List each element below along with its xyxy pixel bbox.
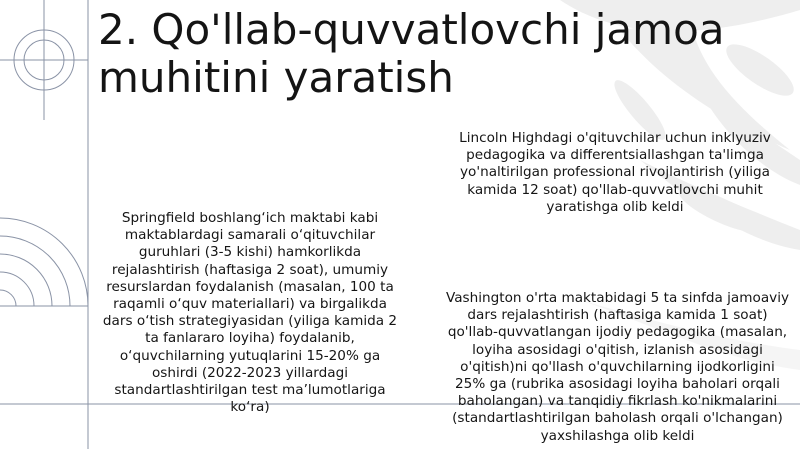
- slide-title: 2. Qo'llab-quvvatlovchi jamoa muhitini yaratish: [98, 5, 725, 102]
- left-text-block: Springfield boshlang‘ich maktabi kabi maktablardagi samarali o‘qituvchilar guruhlari (3-5 kishi) hamkorlikda rejalashtirish (haftasiga 2 soat), umumiy resurslardan foydalanish (masalan, 100 ta raqamli o‘quv materiallari) va birgalikda dars o‘tish strategiyasidan (yiliga kamida 2 ta fanlararo loyiha) foydalanib, o‘quvchilarning yutuqlarini 15-20% ga oshirdi (2022-2023 yillardagi standartlashtirilgan test ma’lumotlariga ko‘ra): [102, 210, 398, 416]
- right-bottom-text-block: Vashington o'rta maktabidagi 5 ta sinfda jamoaviy dars rejalashtirish (haftasiga kamida 1 soat) qo'llab-quvvatlangan ijodiy pedagogika (masalan, loyiha asosidagi o'qitish, izlanish asosidagi o'qitish)ni qo'llash o'quvchilarning ijodkorligini 25% ga (rubrika asosidagi loyiha baholari orqali baholangan) va tanqidiy fikrlash ko'nikmalarini (standartlashtirilgan baholash orqali o'lchangan) yaxshilashga olib keldi: [445, 290, 790, 444]
- right-top-text-block: Lincoln Highdagi o'qituvchilar uchun inklyuziv pedagogika va differentsiallashgan ta'limga yo'naltirilgan professional rivojlantirish (yiliga kamida 12 soat) qo'llab-quvvatlovchi muhit yaratishga olib keldi: [459, 130, 771, 215]
